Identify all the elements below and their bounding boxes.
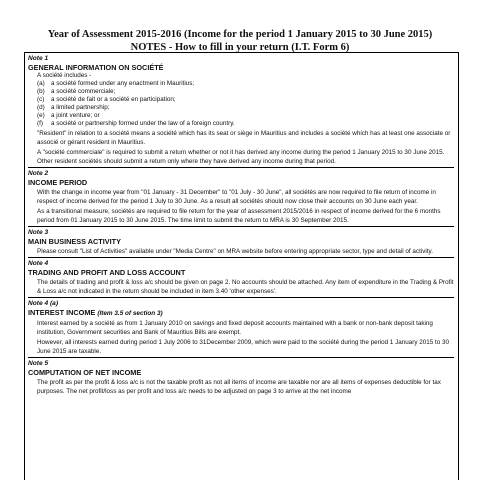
section-paragraph: The details of trading and profit & loss a/c should be given on page 2. No accounts should be attached. Any item of expenditure in the Trading & Profit & Loss a/c not indicated in the return should be included in item 3.40 'other expenses'. [37,279,454,295]
list-item-text: a joint venture; or [51,112,100,119]
list-item-label: (b) [37,88,45,95]
note-section [28,53,454,166]
list-item [37,120,454,128]
document-header [0,0,480,54]
list-item-text: a société formed under any enactment in Mauritius; [51,80,195,87]
section-heading [28,368,454,377]
list-item [37,80,454,88]
note-label: Note 2 [28,170,49,177]
section-paragraph: Interest earned by a société as from 1 January 2010 on savings and fixed deposit accounts maintained with a bank or non-bank deposit taking institution, Government securities and Bank of Mauritius Bills are exempt. [37,320,433,336]
note-label: Note 5 [28,360,49,367]
note-section [28,357,454,396]
note-section [28,297,454,356]
section-heading [28,178,454,187]
section-paragraph: As a transitional measure, sociétés are required to file return for the year of assessment 2015/2016 in respect of income derived for the 6 months period from 01 January 2015 to 30 June 2015. The time limit to submit the return to MRA is 30 September 2015. [37,208,441,224]
section-heading [28,63,454,72]
note-section [28,226,454,256]
notes-content [25,53,458,396]
section-paragraph: With the change in income year from "01 January - 31 December" to "01 July - 30 June", all sociétés are now required to file return of income in respect of income derived for the period 1 July to 30 June. As a result all sociétés should now close their accounts on 30 June each year. [37,189,436,205]
definition-list [28,80,454,128]
section-heading-text: GENERAL INFORMATION ON SOCIÉTÉ [28,63,164,72]
list-item-text: a société commerciale; [51,88,116,95]
note-label: Note 4 [28,260,49,267]
note-section [28,167,454,225]
section-paragraph: Please consult "List of Activities" available under "Media Centre" on MRA website before entering appropriate sector, type and detail of activity. [37,248,433,255]
section-heading [28,308,454,318]
section-heading-text: MAIN BUSINESS ACTIVITY [28,237,121,246]
section-paragraph: However, all interests earned during period 1 July 2006 to 31December 2009, which were paid to the société during the period 1 January 2015 to 30 June 2015 are taxable. [37,339,450,355]
note-label: Note 4 (a) [28,300,59,307]
list-item-label: (e) [37,112,45,119]
note-label: Note 3 [28,229,49,236]
list-item-label: (f) [37,120,43,127]
document-title: Year of Assessment 2015-2016 (Income for the period 1 January 2015 to 30 June 2015) [47,29,433,40]
section-heading-reference: (Item 3.5 of section 3) [97,310,163,317]
section-paragraph: The profit as per the profit & loss a/c is not the taxable profit as not all items of income are taxable nor are all items of expenses deductible for tax purposes. The net profit/loss as per profit and loss a/c needs to be adjusted on page 3 to arrive at the net income [37,379,441,395]
list-item-text: a société de fait or a société en participation; [51,96,176,103]
section-heading-text: INTEREST INCOME [28,308,96,317]
section-heading-text: INCOME PERIOD [28,178,88,187]
note-section [28,257,454,296]
section-intro: A société includes - [37,72,92,79]
list-item [37,96,454,104]
list-item-label: (c) [37,96,45,103]
list-item-label: (a) [37,80,45,87]
list-item [37,112,454,120]
list-item-text: a société or partnership formed under the law of a foreign country. [51,120,235,127]
notes-frame [24,52,459,480]
document-subtitle: NOTES - How to fill in your return (I.T. Form 6) [130,42,350,53]
section-heading-text: COMPUTATION OF NET INCOME [28,368,142,377]
section-paragraph: A "société commerciale" is required to submit a return whether or not it has derived any income during the period 1 January 2015 to 30 June 2015. Other resident sociétés should submit a return only where they have derived any income during that period. [37,149,445,165]
section-paragraph: "Resident" in relation to a société means a société which has its seat or siège in Mauritius and includes a société which has at least one associate or associé or gérant resident in Mauritius. [37,130,451,146]
list-item [37,104,454,112]
list-item [37,88,454,96]
list-item-label: (d) [37,104,45,111]
section-heading-text: TRADING AND PROFIT AND LOSS ACCOUNT [28,268,186,277]
section-heading [28,237,454,246]
section-heading [28,268,454,277]
note-label: Note 1 [28,55,49,62]
list-item-text: a limited partnership; [51,104,110,111]
